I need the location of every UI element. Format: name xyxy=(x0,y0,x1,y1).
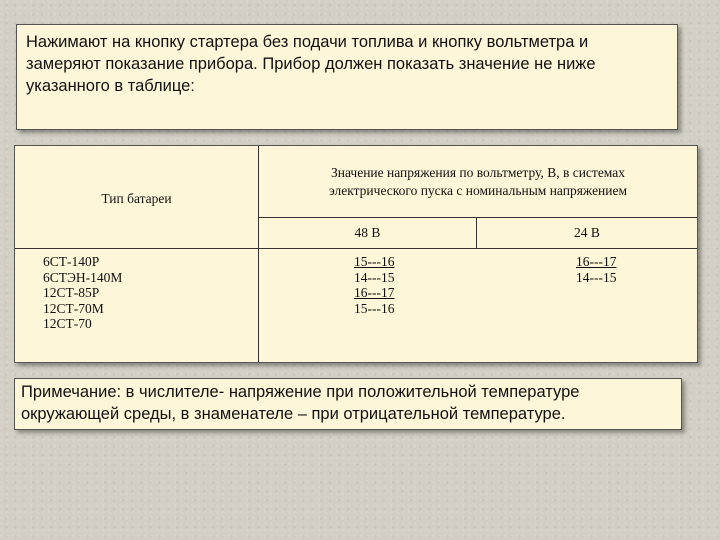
values-24v-list xyxy=(576,254,617,285)
value-24v: 14---15 xyxy=(576,269,617,285)
note-line-2: окружающей среды, в знаменателе – при отрицательной температуре. xyxy=(21,405,566,423)
intro-line-3: указанного в таблице: xyxy=(26,77,195,95)
voltage-table xyxy=(14,145,698,363)
battery-item: 6СТ-140Р xyxy=(43,254,100,269)
note-line-1: Примечание: в числителе- напряжение при положительной температуре xyxy=(21,383,580,401)
intro-line-1: Нажимают на кнопку стартера без подачи топлива и кнопку вольтметра и xyxy=(26,33,589,51)
column-48v: 48 В xyxy=(354,225,381,240)
table-divider-horizontal-body xyxy=(15,248,697,249)
values-48v-list xyxy=(354,254,395,316)
value-48v: 14---15 xyxy=(354,269,395,285)
intro-text xyxy=(26,31,668,97)
value-48v: 16---17 xyxy=(354,285,395,300)
battery-list xyxy=(43,254,122,332)
battery-item: 12СТ-85Р xyxy=(43,285,100,300)
column-24v: 24 В xyxy=(574,225,600,240)
battery-item: 12СТ-70М xyxy=(43,300,104,316)
battery-item: 12СТ-70 xyxy=(43,316,92,331)
value-48v: 15---16 xyxy=(354,254,395,269)
note-text xyxy=(21,381,675,425)
note-box xyxy=(14,378,682,430)
header-battery-type: Тип батареи xyxy=(101,191,172,206)
battery-item: 6СТЭН-140М xyxy=(43,269,123,285)
header-voltage xyxy=(259,164,697,200)
header-voltage-line-1: Значение напряжения по вольтметру, В, в системах xyxy=(330,165,626,180)
table-divider-horizontal-subheader xyxy=(258,217,697,218)
value-24v: 16---17 xyxy=(576,254,617,269)
intro-box xyxy=(16,24,678,130)
intro-line-2: замеряют показание прибора. Прибор должен показать значение не ниже xyxy=(26,55,596,73)
header-voltage-line-2: электрического пуска с номинальным напряжением xyxy=(328,183,628,198)
value-48v: 15---16 xyxy=(354,300,395,316)
